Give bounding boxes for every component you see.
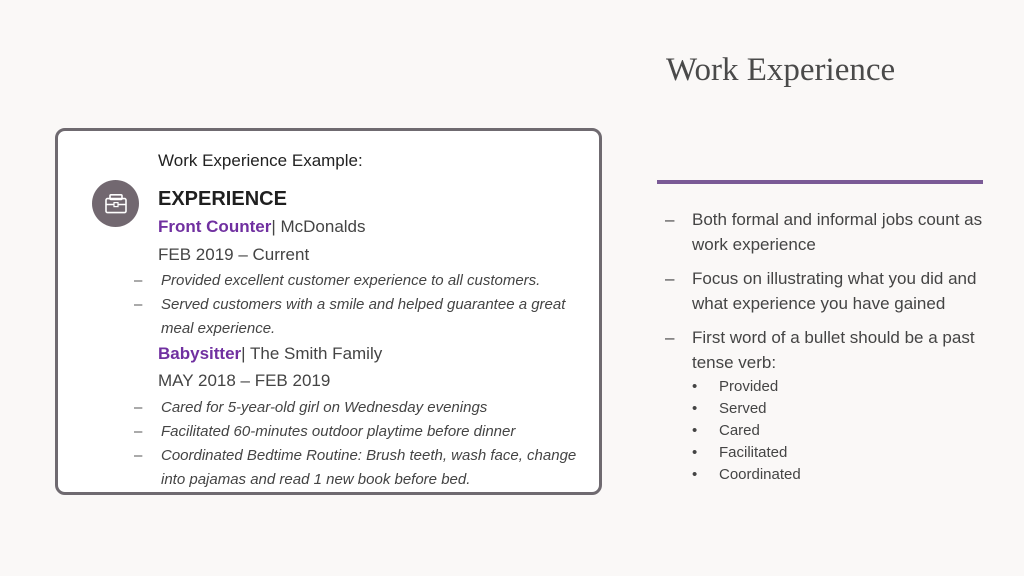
verb-list <box>692 376 985 486</box>
verb-text: Served <box>719 400 767 417</box>
verb-item <box>692 376 985 398</box>
job-role: Front Counter <box>158 217 272 236</box>
job-line <box>158 344 382 364</box>
task-text: Coordinated Bedtime Routine: Brush teeth, wash face, change into pajamas and read 1 new book before bed. <box>161 447 577 488</box>
accent-rule <box>657 180 983 184</box>
dash-marker: – <box>665 210 675 229</box>
task-text: Served customers with a smile and helped guarantee a great meal experience. <box>161 296 566 337</box>
slide-title: Work Experience <box>666 52 896 88</box>
briefcase-icon-circle <box>92 180 139 227</box>
task-text: Cared for 5-year-old girl on Wednesday evenings <box>161 399 488 416</box>
verb-text: Cared <box>719 422 760 439</box>
job-dates: FEB 2019 – Current <box>158 245 310 264</box>
job-separator: | <box>241 344 250 363</box>
bullet-marker: • <box>692 400 698 417</box>
tip-text: First word of a bullet should be a past tense verb: <box>692 328 975 372</box>
dash-marker: – <box>134 272 143 289</box>
job-employer: The Smith Family <box>249 344 383 363</box>
task-item <box>134 269 594 293</box>
task-item <box>134 444 594 492</box>
dash-marker: – <box>665 269 675 288</box>
briefcase-icon <box>105 194 127 214</box>
task-item <box>134 293 594 341</box>
task-item <box>134 420 594 444</box>
experience-title: EXPERIENCE <box>158 188 287 210</box>
verb-item <box>692 420 985 442</box>
bullet-marker: • <box>692 444 698 461</box>
job-role: Babysitter <box>158 344 242 363</box>
task-item <box>134 396 594 420</box>
job-separator: | <box>271 217 281 236</box>
tip-point <box>665 208 985 257</box>
dash-marker: – <box>134 447 143 464</box>
tips-list <box>665 208 985 496</box>
tip-text: Focus on illustrating what you did and what experience you have gained <box>692 269 977 313</box>
tip-text: Both formal and informal jobs count as work experience <box>692 210 983 254</box>
verb-item <box>692 464 985 486</box>
dash-marker: – <box>134 399 143 416</box>
example-card <box>55 128 602 495</box>
tip-point <box>665 267 985 316</box>
dash-marker: – <box>134 296 143 313</box>
task-text: Provided excellent customer experience to all customers. <box>161 272 541 289</box>
dash-marker: – <box>134 423 143 440</box>
bullet-marker: • <box>692 422 698 439</box>
verb-item <box>692 442 985 464</box>
job-employer: McDonalds <box>280 217 366 236</box>
job-dates: MAY 2018 – FEB 2019 <box>158 371 331 390</box>
verb-item <box>692 398 985 420</box>
task-text: Facilitated 60-minutes outdoor playtime before dinner <box>161 423 516 440</box>
verb-text: Facilitated <box>719 444 788 461</box>
job-line <box>158 217 366 237</box>
bullet-marker: • <box>692 466 698 483</box>
verb-text: Provided <box>719 378 779 395</box>
dash-marker: – <box>665 328 675 347</box>
verb-text: Coordinated <box>719 466 801 483</box>
card-heading: Work Experience Example: <box>158 151 363 170</box>
bullet-marker: • <box>692 378 698 395</box>
tip-point <box>665 326 985 486</box>
